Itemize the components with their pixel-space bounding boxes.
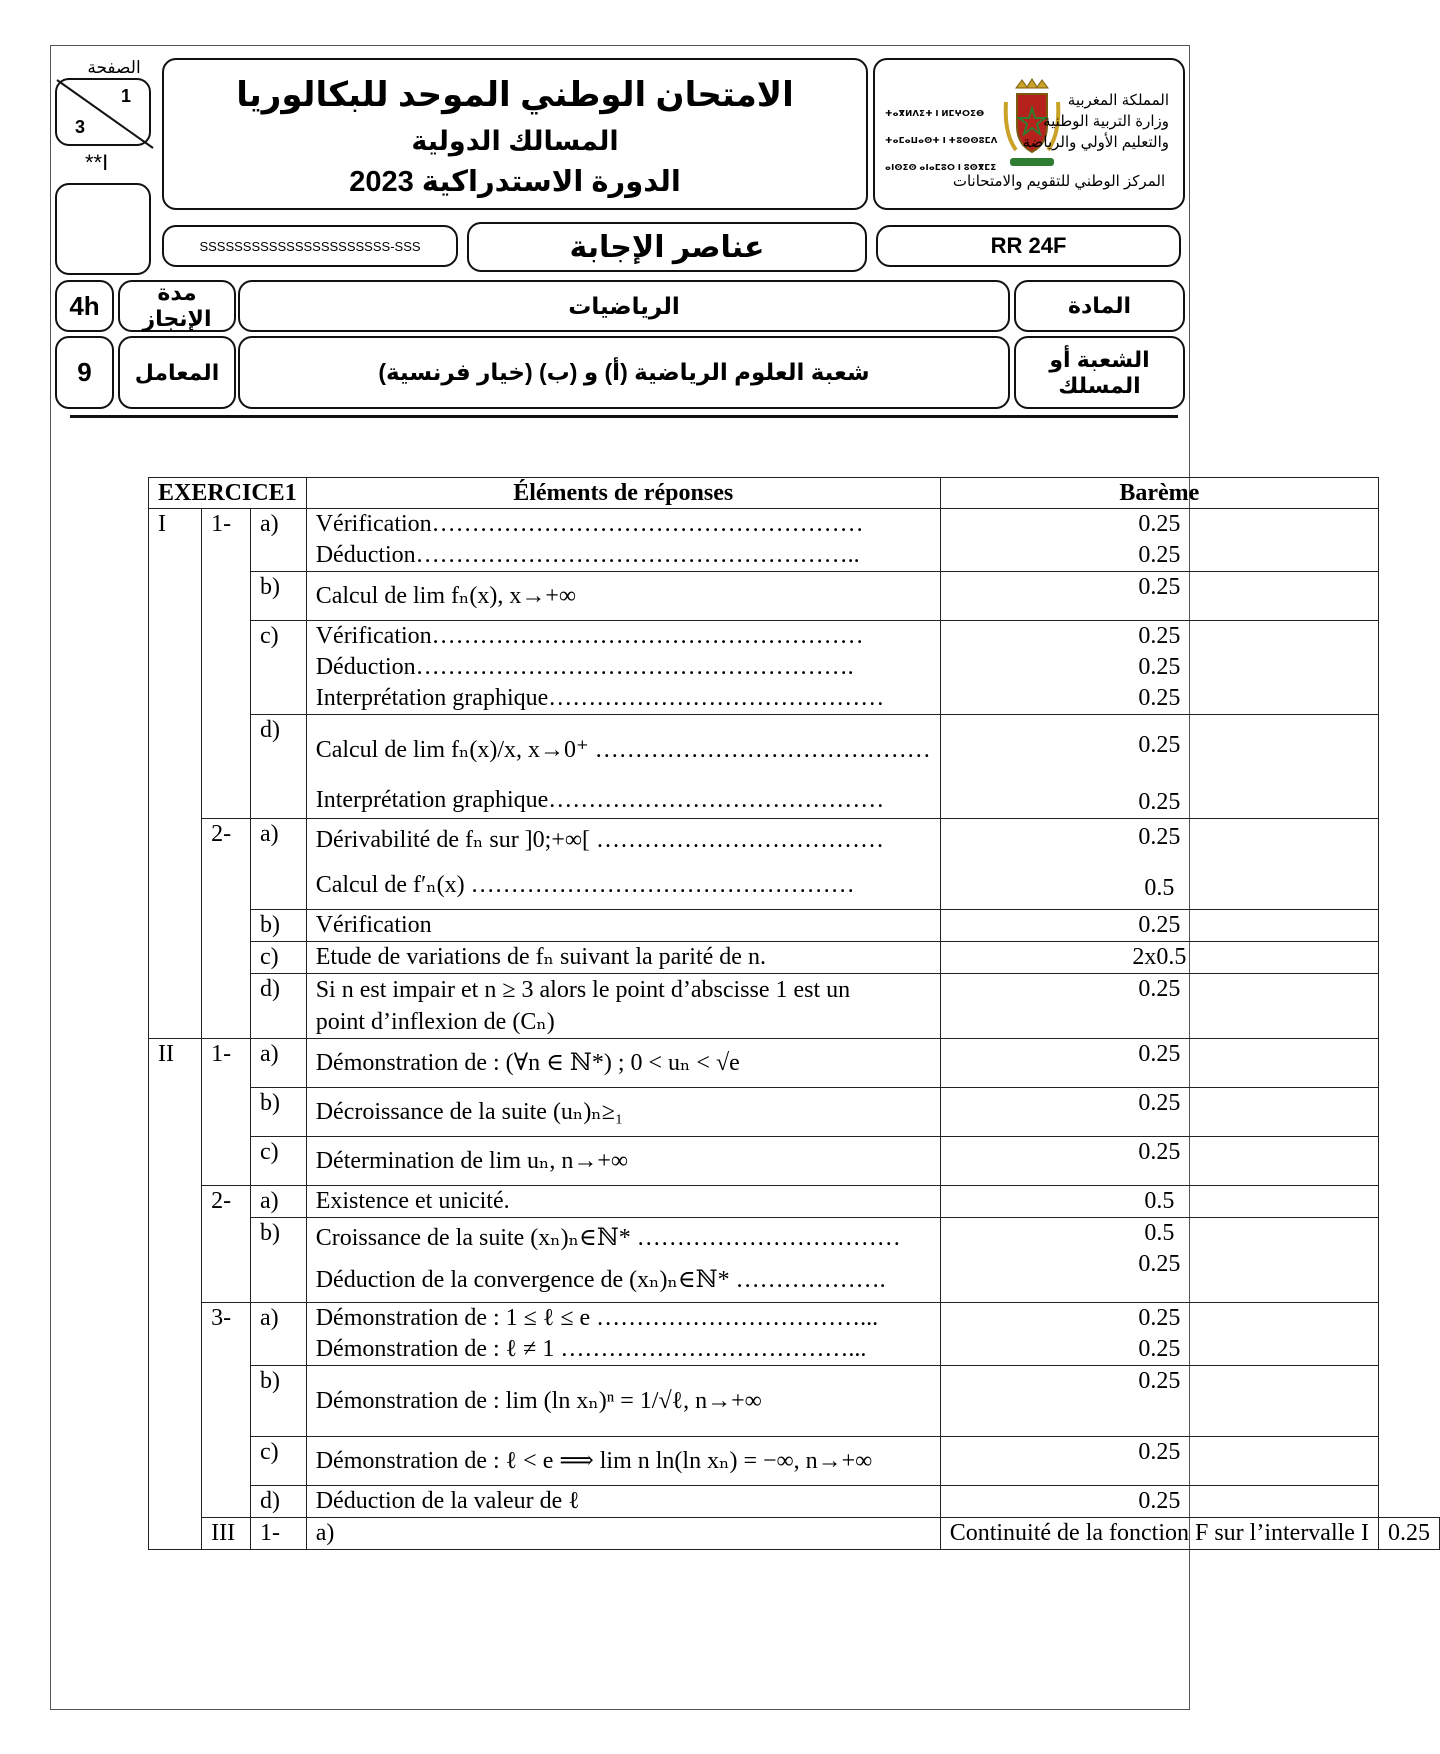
question-letter: a) <box>251 1186 307 1218</box>
question-letter: b) <box>251 910 307 942</box>
question-letter: b) <box>251 1218 307 1303</box>
header-elements: Éléments de réponses <box>306 478 940 509</box>
answer-content: Si n est impair et n ≥ 3 alors le point d’abscisse 1 est un point d’inflexion de (Cₙ) <box>306 974 940 1039</box>
institution-line: وزارة التربية الوطنية <box>1043 113 1169 130</box>
part-label: II <box>149 1039 202 1550</box>
score-cell: 0.25 <box>940 1366 1378 1437</box>
institution-arabic <box>1023 90 1169 153</box>
table-row <box>149 1518 1440 1550</box>
question-number: 2- <box>202 819 251 1039</box>
score-cell: 0.25 0.25 <box>940 1303 1378 1366</box>
tifinagh-line: ⵜⴰⵎⴰⵡⴰⵙⵜ ⵏ ⵜⵓⵙⵙⵓⵎⴷ <box>885 135 998 145</box>
question-letter: b) <box>251 572 307 621</box>
exam-reference: RR 24F <box>876 225 1181 267</box>
question-letter: a) <box>251 509 307 572</box>
question-letter: d) <box>251 974 307 1039</box>
answer-content: Vérification <box>306 910 940 942</box>
question-number: 1- <box>202 509 251 819</box>
answer-content: Continuité de la fonction F sur l’intervalle I <box>940 1518 1378 1550</box>
score-cell: 0.25 <box>940 1137 1378 1186</box>
table-header-row <box>149 478 1440 509</box>
header-divider <box>70 415 1178 418</box>
answer-content: Démonstration de : ℓ < e ⟹ lim n ln(ln xₙ) = −∞, n→+∞ <box>306 1437 940 1486</box>
exam-title-box <box>162 58 868 210</box>
institution-box <box>873 58 1185 210</box>
tifinagh-line: ⴰⵏⵙⵉⵙ ⴰⵏⴰⵎⵓⵔ ⵏ ⵓⵙⴳⵎⵉ <box>885 162 997 172</box>
answers-table <box>148 477 1440 1550</box>
question-letter: a) <box>251 1303 307 1366</box>
question-number: 1- <box>251 1518 307 1550</box>
table-row <box>149 1303 1440 1366</box>
score-cell: 0.25 <box>940 1437 1378 1486</box>
answer-content: Détermination de lim uₙ, n→+∞ <box>306 1137 940 1186</box>
question-letter: b) <box>251 1366 307 1437</box>
duration-value: 4h <box>55 280 114 332</box>
answer-content: Etude de variations de fₙ suivant la parité de n. <box>306 942 940 974</box>
answers-label: عناصر الإجابة <box>467 222 867 272</box>
answer-content: Décroissance de la suite (uₙ)ₙ≥₁ <box>306 1088 940 1137</box>
exam-track: المسالك الدولية <box>411 126 619 156</box>
answer-content: Existence et unicité. <box>306 1186 940 1218</box>
score-cell: 0.25 0.25 <box>940 715 1378 819</box>
answer-content: Croissance de la suite (xₙ)ₙ∈ℕ* …………………………… Déduction de la convergence de (xₙ)ₙ∈ℕ* ………………. <box>306 1218 940 1303</box>
score-cell: 0.25 0.25 0.25 <box>940 621 1378 715</box>
answer-content: Démonstration de : (∀n ∈ ℕ*) ; 0 < uₙ < √e <box>306 1039 940 1088</box>
question-letter: b) <box>251 1088 307 1137</box>
table-row <box>149 1437 1440 1486</box>
page-current: 1 <box>120 86 131 106</box>
question-letter: c) <box>251 621 307 715</box>
question-letter: c) <box>251 1437 307 1486</box>
table-row <box>149 1486 1440 1518</box>
institution-tifinagh <box>885 100 998 181</box>
page-diagonal <box>57 80 153 148</box>
question-number: 2- <box>202 1186 251 1303</box>
score-cell: 0.25 <box>1378 1518 1439 1550</box>
exam-stars: **I <box>85 150 109 175</box>
score-cell: 0.25 <box>940 1486 1378 1518</box>
score-cell: 0.5 <box>940 1186 1378 1218</box>
answer-content: Déduction de la valeur de ℓ <box>306 1486 940 1518</box>
answer-content: Démonstration de : lim (ln xₙ)ⁿ = 1/√ℓ, n→+∞ <box>306 1366 940 1437</box>
table-row <box>149 509 1440 572</box>
subject-label: المادة <box>1014 280 1185 332</box>
answer-content: Dérivabilité de fₙ sur ]0;+∞[ ……………………………… Calcul de f′ₙ(x) ………………………………………… <box>306 819 940 910</box>
exam-session: الدورة الاستدراكية 2023 <box>349 166 681 198</box>
coefficient-label: المعامل <box>118 336 236 409</box>
exam-title: الامتحان الوطني الموحد للبكالوريا <box>236 76 794 114</box>
header-exercise: EXERCICE1 <box>149 478 307 509</box>
answer-content: Calcul de lim fₙ(x)/x, x→0⁺ …………………………………… Interprétation graphique…………………………………… <box>306 715 940 819</box>
table-row <box>149 1039 1440 1088</box>
answer-content: Vérification……………………………………………… Déduction………………………………………………. Interprétation graphique…………………………………… <box>306 621 940 715</box>
branch-label: الشعبة أو المسلك <box>1014 336 1185 409</box>
page-label: الصفحة <box>87 58 141 77</box>
table-row <box>149 1218 1440 1303</box>
table-row <box>149 1137 1440 1186</box>
table-row <box>149 621 1440 715</box>
score-cell: 0.25 0.25 <box>940 509 1378 572</box>
blank-box <box>55 183 151 275</box>
institution-center: المركز الوطني للتقويم والامتحانات <box>952 173 1166 190</box>
page-number-box <box>55 78 151 146</box>
score-cell: 0.25 0.5 <box>940 819 1378 910</box>
score-cell: 0.25 <box>940 910 1378 942</box>
answer-content: Vérification……………………………………………… Déduction……………………………………………….. <box>306 509 940 572</box>
question-letter: c) <box>251 1137 307 1186</box>
question-letter: c) <box>251 942 307 974</box>
answer-content: Calcul de lim fₙ(x), x→+∞ <box>306 572 940 621</box>
score-cell: 2x0.5 <box>940 942 1378 974</box>
question-number: 3- <box>202 1303 251 1518</box>
score-cell: 0.25 <box>940 1088 1378 1137</box>
table-row <box>149 715 1440 819</box>
institution-line: المملكة المغربية <box>1067 92 1169 109</box>
score-cell: 0.25 <box>940 1039 1378 1088</box>
answer-content: Démonstration de : 1 ≤ ℓ ≤ e ……………………………... Démonstration de : ℓ ≠ 1 ………………………………... <box>306 1303 940 1366</box>
table-row <box>149 974 1440 1039</box>
institution-line: والتعليم الأولي والرياضة <box>1022 134 1169 151</box>
table-row <box>149 1366 1440 1437</box>
table-row <box>149 572 1440 621</box>
part-label: I <box>149 509 202 1039</box>
exam-code: SSSSSSSSSSSSSSSSSSSSSS-SSS <box>162 225 458 267</box>
score-cell: 0.5 0.25 <box>940 1218 1378 1303</box>
score-cell: 0.25 <box>940 974 1378 1039</box>
question-letter: a) <box>251 819 307 910</box>
question-letter: d) <box>251 715 307 819</box>
question-letter: a) <box>306 1518 940 1550</box>
subject-value: الرياضيات <box>238 280 1010 332</box>
coefficient-value: 9 <box>55 336 114 409</box>
part-label: III <box>202 1518 251 1550</box>
score-cell: 0.25 <box>940 572 1378 621</box>
table-row <box>149 819 1440 910</box>
tifinagh-line: ⵜⴰⴳⵍⴷⵉⵜ ⵏ ⵍⵎⵖⵔⵉⴱ <box>885 108 985 118</box>
table-row <box>149 910 1440 942</box>
branch-value: شعبة العلوم الرياضية (أ) و (ب) (خيار فرنسية) <box>238 336 1010 409</box>
table-row <box>149 1088 1440 1137</box>
table-row <box>149 942 1440 974</box>
page-total: 3 <box>75 117 86 137</box>
header-bareme: Barème <box>940 478 1378 509</box>
duration-label: مدة الإنجاز <box>118 280 236 332</box>
table-row <box>149 1186 1440 1218</box>
question-letter: d) <box>251 1486 307 1518</box>
question-number: 1- <box>202 1039 251 1186</box>
question-letter: a) <box>251 1039 307 1088</box>
